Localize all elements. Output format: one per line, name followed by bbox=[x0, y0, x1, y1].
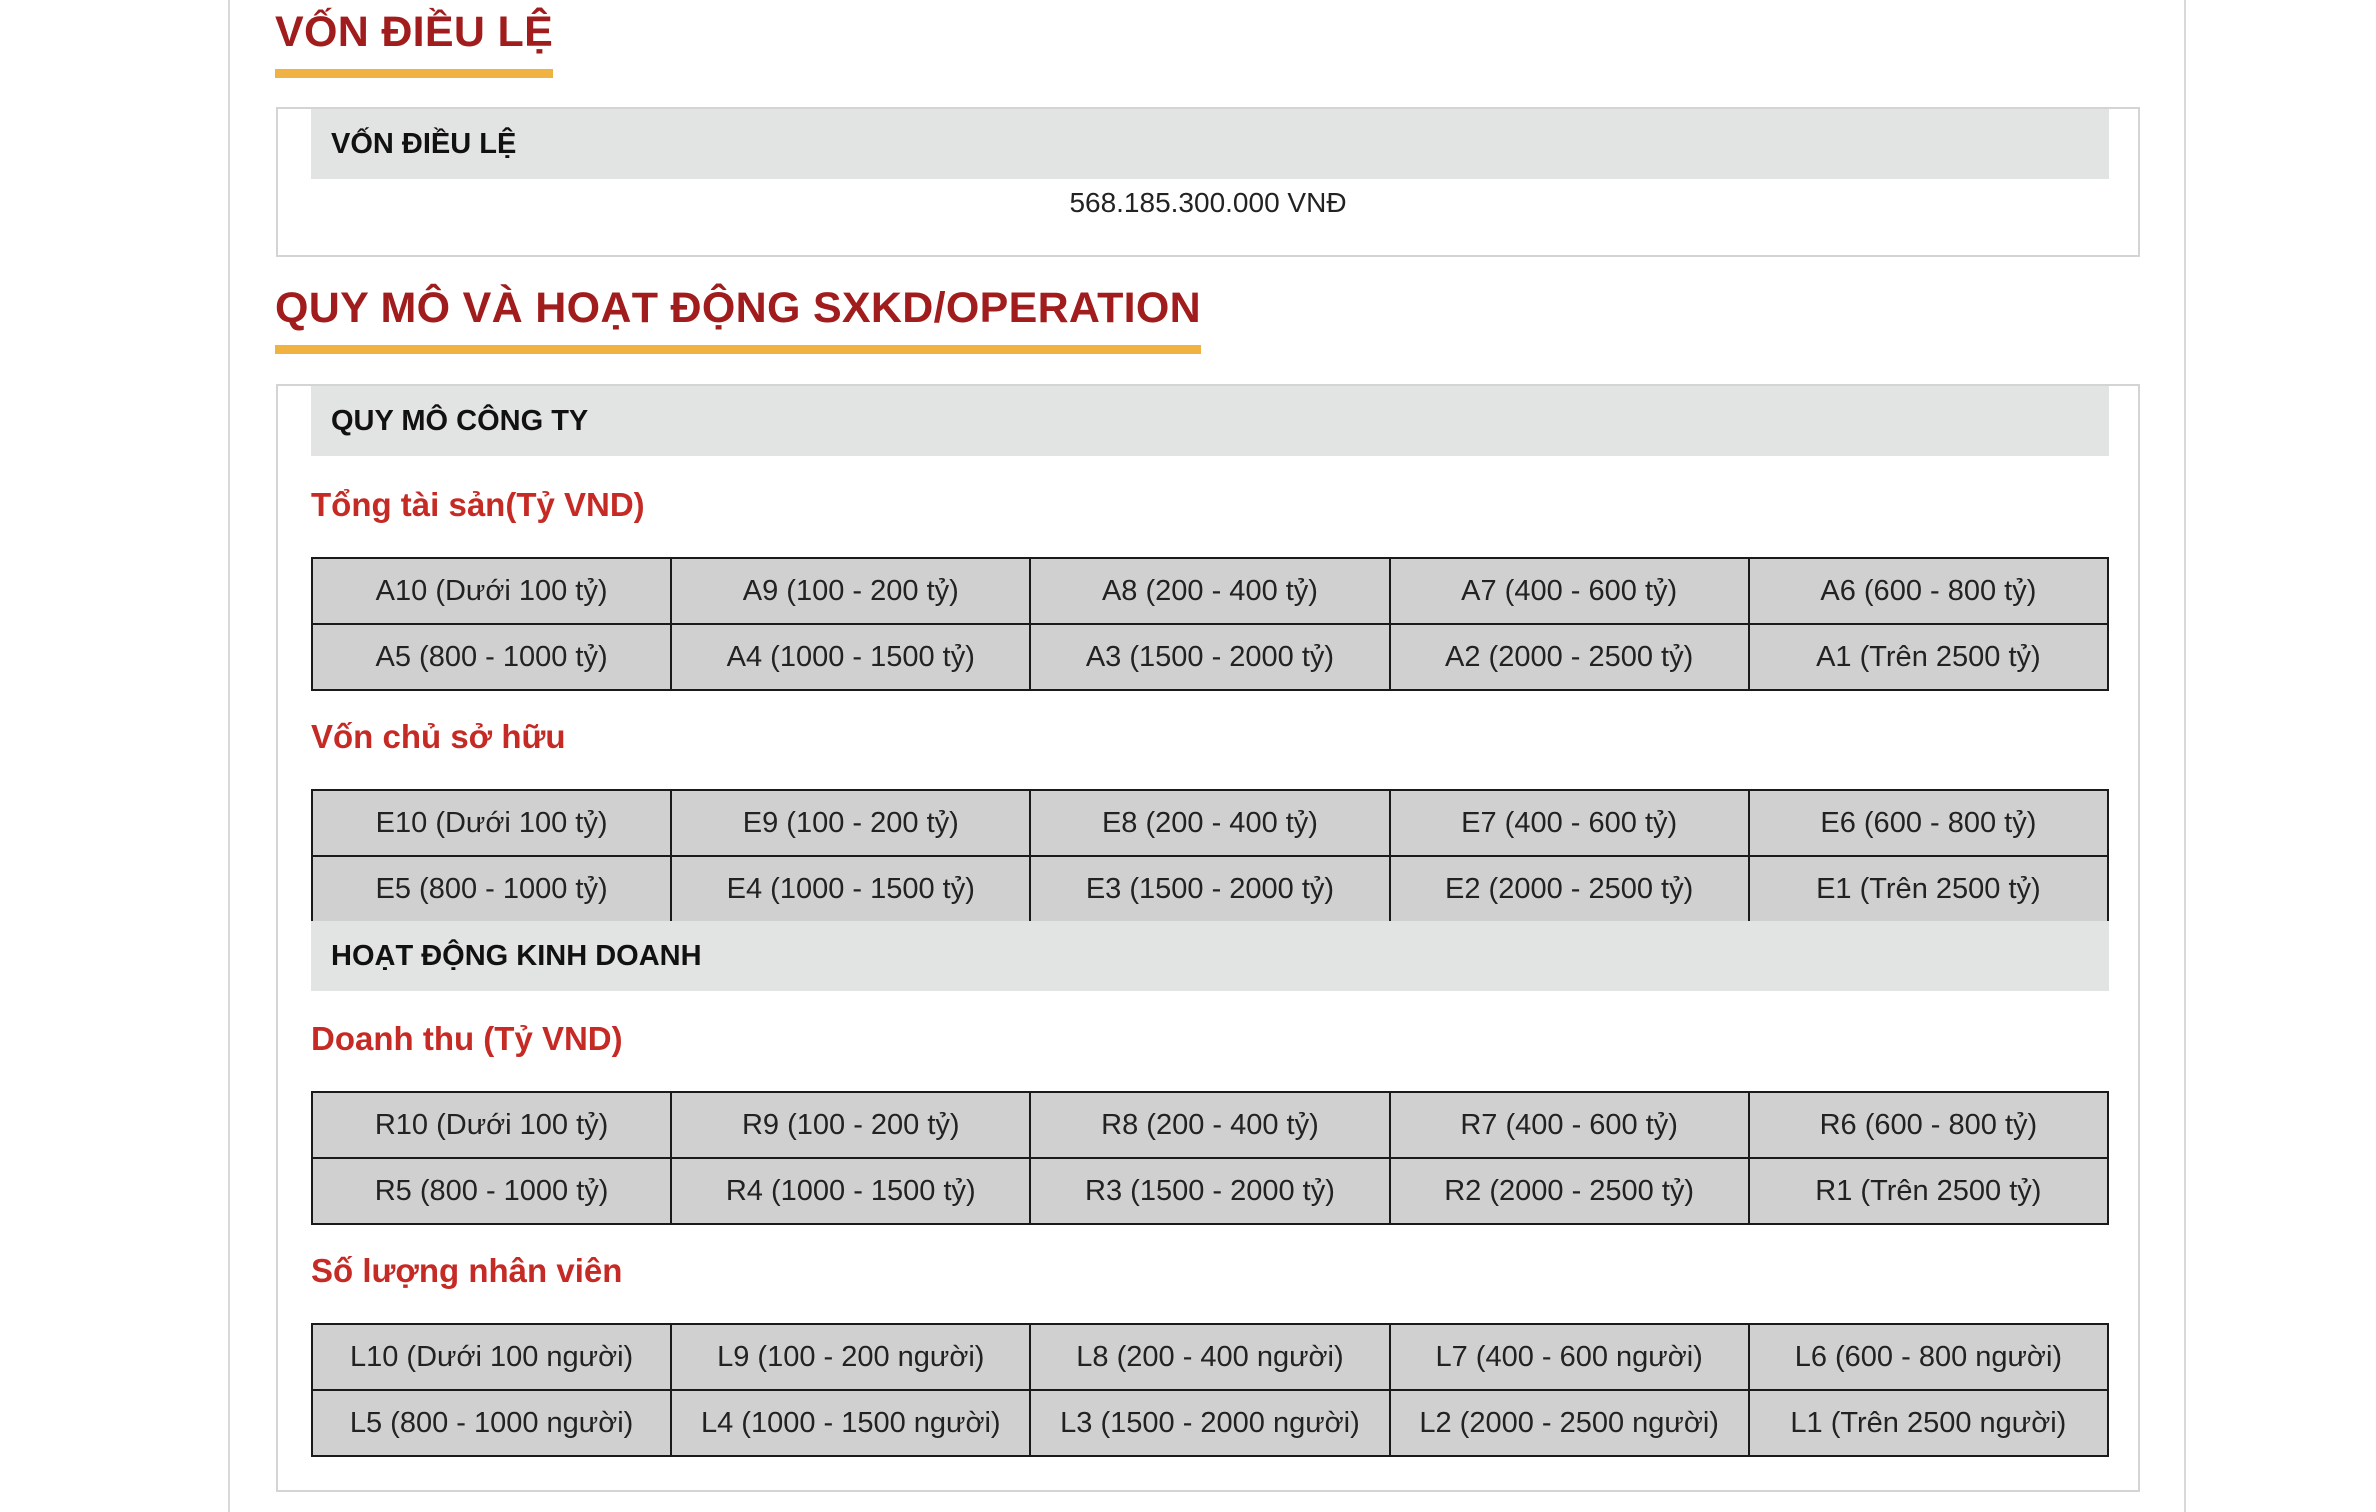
total-assets-title: Tổng tài sản(Tỷ VND) bbox=[311, 486, 645, 523]
equity-table bbox=[311, 789, 2109, 923]
table-row bbox=[312, 1158, 2108, 1224]
table-cell: E7 (400 - 600 tỷ) bbox=[1390, 790, 1749, 856]
table-row bbox=[312, 558, 2108, 624]
employees-table bbox=[311, 1323, 2109, 1457]
table-cell: L7 (400 - 600 người) bbox=[1390, 1324, 1749, 1390]
table-row bbox=[312, 856, 2108, 922]
table-cell: L4 (1000 - 1500 người) bbox=[671, 1390, 1030, 1456]
table-cell: R3 (1500 - 2000 tỷ) bbox=[1030, 1158, 1389, 1224]
page-content bbox=[228, 0, 2186, 1512]
charter-capital-band: VỐN ĐIỀU LỆ bbox=[311, 109, 2109, 179]
table-cell: A1 (Trên 2500 tỷ) bbox=[1749, 624, 2108, 690]
table-cell: R9 (100 - 200 tỷ) bbox=[671, 1092, 1030, 1158]
table-cell: A5 (800 - 1000 tỷ) bbox=[312, 624, 671, 690]
table-cell: E2 (2000 - 2500 tỷ) bbox=[1390, 856, 1749, 922]
table-cell: E10 (Dưới 100 tỷ) bbox=[312, 790, 671, 856]
employees-title: Số lượng nhân viên bbox=[311, 1252, 623, 1289]
table-cell: E9 (100 - 200 tỷ) bbox=[671, 790, 1030, 856]
table-cell: L2 (2000 - 2500 người) bbox=[1390, 1390, 1749, 1456]
table-cell: A4 (1000 - 1500 tỷ) bbox=[671, 624, 1030, 690]
table-cell: E4 (1000 - 1500 tỷ) bbox=[671, 856, 1030, 922]
table-cell: L3 (1500 - 2000 người) bbox=[1030, 1390, 1389, 1456]
table-row bbox=[312, 790, 2108, 856]
table-cell: E8 (200 - 400 tỷ) bbox=[1030, 790, 1389, 856]
revenue-table bbox=[311, 1091, 2109, 1225]
table-cell: A3 (1500 - 2000 tỷ) bbox=[1030, 624, 1389, 690]
table-row bbox=[312, 1092, 2108, 1158]
table-cell: E5 (800 - 1000 tỷ) bbox=[312, 856, 671, 922]
table-cell: R8 (200 - 400 tỷ) bbox=[1030, 1092, 1389, 1158]
section-title-operation: QUY MÔ VÀ HOẠT ĐỘNG SXKD/OPERATION bbox=[275, 284, 1201, 354]
table-cell: A8 (200 - 400 tỷ) bbox=[1030, 558, 1389, 624]
charter-capital-value: 568.185.300.000 VNĐ bbox=[1069, 187, 1347, 218]
operation-box bbox=[276, 384, 2140, 1492]
table-cell: R5 (800 - 1000 tỷ) bbox=[312, 1158, 671, 1224]
table-cell: A10 (Dưới 100 tỷ) bbox=[312, 558, 671, 624]
company-scale-band: QUY MÔ CÔNG TY bbox=[311, 386, 2109, 456]
business-activity-band: HOẠT ĐỘNG KINH DOANH bbox=[311, 921, 2109, 991]
table-cell: A7 (400 - 600 tỷ) bbox=[1390, 558, 1749, 624]
equity-title: Vốn chủ sở hữu bbox=[311, 718, 566, 755]
table-cell: R4 (1000 - 1500 tỷ) bbox=[671, 1158, 1030, 1224]
table-cell: A9 (100 - 200 tỷ) bbox=[671, 558, 1030, 624]
charter-capital-box bbox=[276, 107, 2140, 257]
table-cell: A2 (2000 - 2500 tỷ) bbox=[1390, 624, 1749, 690]
table-cell: E3 (1500 - 2000 tỷ) bbox=[1030, 856, 1389, 922]
table-cell: L1 (Trên 2500 người) bbox=[1749, 1390, 2108, 1456]
table-cell: R10 (Dưới 100 tỷ) bbox=[312, 1092, 671, 1158]
table-cell: L10 (Dưới 100 người) bbox=[312, 1324, 671, 1390]
table-cell: E1 (Trên 2500 tỷ) bbox=[1749, 856, 2108, 922]
table-cell: L6 (600 - 800 người) bbox=[1749, 1324, 2108, 1390]
table-row bbox=[312, 1324, 2108, 1390]
table-cell: R1 (Trên 2500 tỷ) bbox=[1749, 1158, 2108, 1224]
total-assets-table bbox=[311, 557, 2109, 691]
table-cell: E6 (600 - 800 tỷ) bbox=[1749, 790, 2108, 856]
table-row bbox=[312, 1390, 2108, 1456]
section-title-charter-capital: VỐN ĐIỀU LỆ bbox=[275, 8, 553, 78]
table-row bbox=[312, 624, 2108, 690]
table-cell: R6 (600 - 800 tỷ) bbox=[1749, 1092, 2108, 1158]
table-cell: A6 (600 - 800 tỷ) bbox=[1749, 558, 2108, 624]
table-cell: R7 (400 - 600 tỷ) bbox=[1390, 1092, 1749, 1158]
table-cell: L8 (200 - 400 người) bbox=[1030, 1324, 1389, 1390]
table-cell: R2 (2000 - 2500 tỷ) bbox=[1390, 1158, 1749, 1224]
table-cell: L9 (100 - 200 người) bbox=[671, 1324, 1030, 1390]
revenue-title: Doanh thu (Tỷ VND) bbox=[311, 1020, 623, 1057]
table-cell: L5 (800 - 1000 người) bbox=[312, 1390, 671, 1456]
